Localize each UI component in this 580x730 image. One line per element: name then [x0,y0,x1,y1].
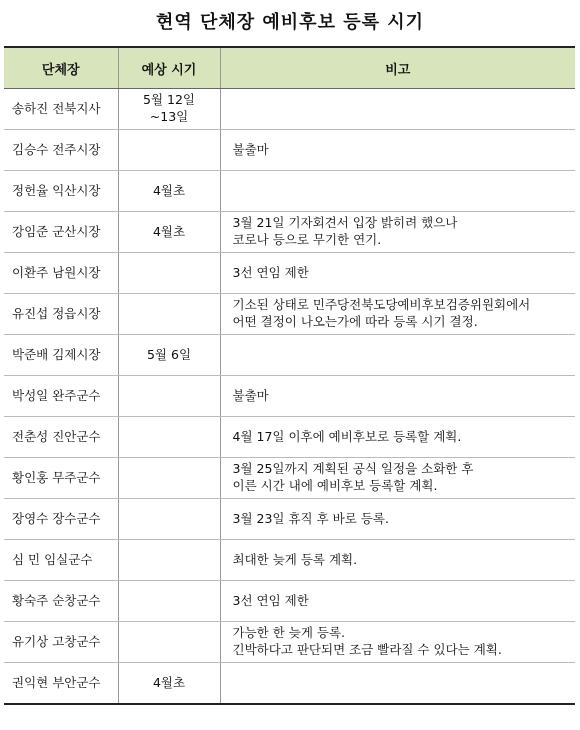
official-name-cell: 박성일 완주군수 [4,376,118,417]
official-name-cell: 황숙주 순창군수 [4,581,118,622]
note-line: 3선 연임 제한 [232,592,309,608]
expected-time-cell [118,130,220,171]
note-line: 3선 연임 제한 [232,264,309,280]
expected-time-cell [118,171,220,212]
header-time: 예상 시기 [118,47,220,89]
official-name-cell: 이환주 남원시장 [4,253,118,294]
note-cell [220,212,575,253]
note-cell [220,294,575,335]
official-name-cell: 장영수 장수군수 [4,499,118,540]
official-name-cell: 박준배 김제시장 [4,335,118,376]
note-cell [220,171,575,212]
note-line: 어떤 결정이 나오는가에 따라 등록 시기 결정. [232,314,478,329]
header-name: 단체장 [4,47,118,89]
official-name-cell: 전춘성 진안군수 [4,417,118,458]
note-cell [220,581,575,622]
table-row [4,663,575,705]
table-row [4,622,575,663]
note-cell [220,540,575,581]
note-cell [220,417,575,458]
schedule-table [4,46,575,705]
expected-time-cell [118,663,220,705]
header-note: 비고 [220,47,575,89]
official-name-cell: 송하진 전북지사 [4,89,118,130]
official-name-cell: 강임준 군산시장 [4,212,118,253]
expected-time-line: 4월초 [152,674,186,690]
note-line: 4월 17일 이후에 예비후보로 등록할 계획. [232,428,462,444]
expected-time-cell [118,622,220,663]
table-body [4,89,575,705]
note-line: 이른 시간 내에 예비후보 등록할 계획. [232,478,438,493]
expected-time-line: ~13일 [149,109,189,124]
official-name-cell: 유기상 고창군수 [4,622,118,663]
expected-time-cell [118,89,220,130]
expected-time-line: 4월초 [152,223,186,239]
note-cell [220,335,575,376]
expected-time-cell [118,294,220,335]
note-line: 긴박하다고 판단되면 조금 빨라질 수 있다는 계획. [232,642,502,657]
note-cell [220,253,575,294]
expected-time-cell [118,335,220,376]
note-cell [220,622,575,663]
table-row [4,458,575,499]
table-row [4,294,575,335]
table-row [4,581,575,622]
official-name-cell: 황인홍 무주군수 [4,458,118,499]
note-cell [220,663,575,705]
table-row [4,417,575,458]
table-row [4,335,575,376]
note-line: 불출마 [232,141,269,157]
note-cell [220,499,575,540]
table-row [4,499,575,540]
table-row [4,130,575,171]
table-row [4,253,575,294]
note-line: 3월 21일 기자회견서 입장 밝히려 했으나 [232,215,458,231]
expected-time-cell [118,376,220,417]
note-cell [220,376,575,417]
note-line: 불출마 [232,387,269,403]
note-line: 기소된 상태로 민주당전북도당예비후보검증위원회에서 [232,297,531,313]
expected-time-cell [118,417,220,458]
table-row [4,540,575,581]
expected-time-line: 4월초 [152,182,186,198]
official-name-cell: 심 민 임실군수 [4,540,118,581]
expected-time-cell [118,458,220,499]
official-name-cell: 김승수 전주시장 [4,130,118,171]
note-line: 가능한 한 늦게 등록. [232,625,345,641]
expected-time-cell [118,212,220,253]
note-line: 최대한 늦게 등록 계획. [232,551,358,567]
official-name-cell: 정헌율 익산시장 [4,171,118,212]
note-cell [220,458,575,499]
official-name-cell: 권익현 부안군수 [4,663,118,705]
note-line: 코로나 등으로 무기한 연기. [232,232,382,247]
table-row [4,212,575,253]
note-line: 3월 23일 휴직 후 바로 등록. [232,510,389,526]
expected-time-cell [118,581,220,622]
expected-time-cell [118,540,220,581]
note-line: 3월 25일까지 계획된 공식 일정을 소화한 후 [232,461,474,477]
expected-time-line: 5월 12일 [143,92,195,108]
note-cell [220,89,575,130]
table-header-row [4,47,575,89]
page-title: 현역 단체장 예비후보 등록 시기 [155,12,425,33]
official-name-cell: 유진섭 정읍시장 [4,294,118,335]
expected-time-cell [118,499,220,540]
note-cell [220,130,575,171]
table-row [4,376,575,417]
expected-time-cell [118,253,220,294]
table-row [4,171,575,212]
table-row [4,89,575,130]
expected-time-line: 5월 6일 [146,346,192,362]
